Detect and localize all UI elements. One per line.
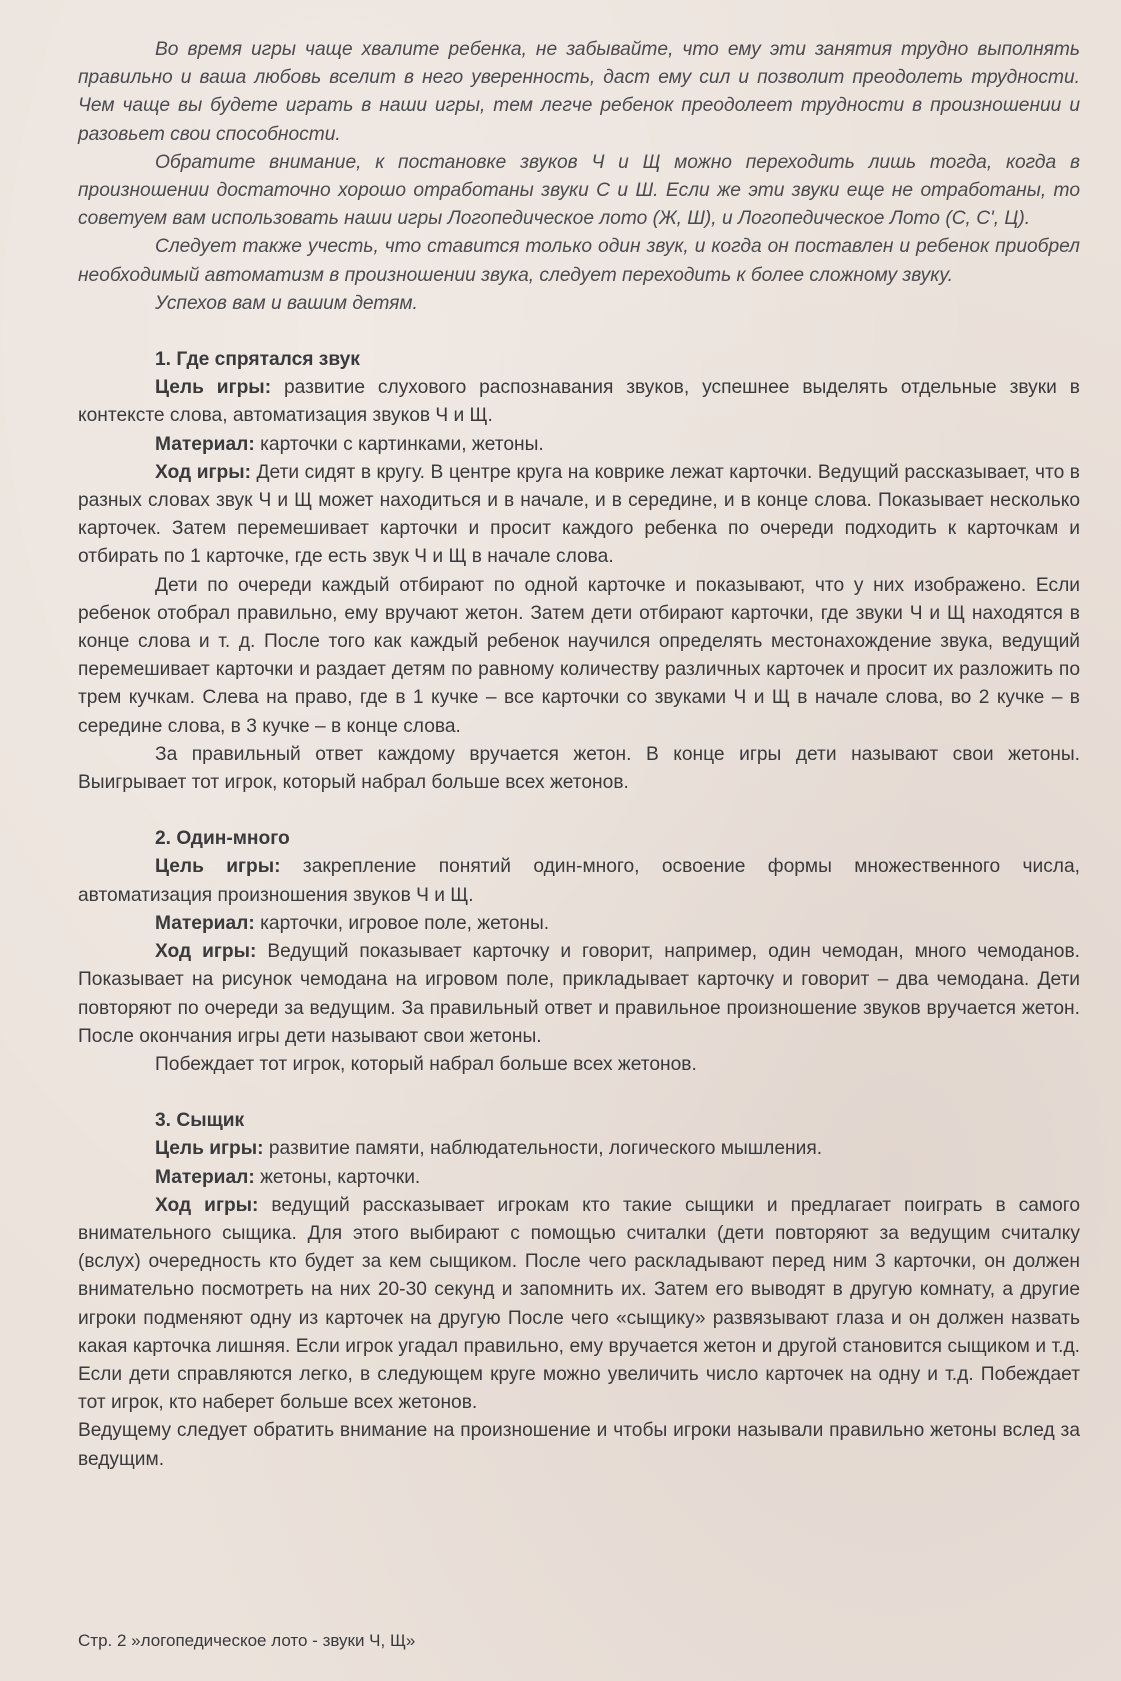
goal-text: развитие памяти, наблюдательности, логического мышления. [268, 1138, 823, 1160]
goal-label: Цель игры: [155, 1138, 264, 1160]
process-label: Ход игры: [155, 1194, 259, 1216]
intro-paragraph: Следует также учесть, что ставится только один звук, и когда он поставлен и ребенок приобрел необходимый автоматизм в произношении звука, следует переходить к более сложному звуку. [78, 236, 1080, 286]
game-2-process [78, 938, 1080, 1051]
page-footer: Стр. 2 »логопедическое лото - звуки Ч, Щ» [78, 1631, 416, 1650]
process-text: Дети сидят в кругу. В центре круга на коврике лежат карточки. Ведущий рассказывает, что в разных словах звук Ч и Щ может находиться и в начале, и в середине, и в конце слова. Показывает несколько карточек. Затем перемешивает карточки и просит каждого ребенка по очереди подходить к карточкам и отбирать по 1 карточке, где есть звук Ч и Щ в начале слова. [78, 461, 1080, 568]
game-1-section [78, 346, 1080, 797]
goal-label: Цель игры: [155, 377, 272, 399]
material-text: жетоны, карточки. [260, 1166, 421, 1188]
goal-text: закрепление понятий один-много, освоение формы множественного числа, автоматизация произношения звуков Ч и Щ. [78, 856, 1080, 906]
intro-paragraph: Обратите внимание, к постановке звуков Ч и Щ можно переходить лишь тогда, когда в произношении достаточно хорошо отработаны звуки С и Ш. Если же эти звуки еще не отработаны, то советуем вам использовать наши игры Логопедическое лото (Ж, Ш), и Логопедическое Лото (С, С', Ц). [78, 151, 1080, 230]
intro-paragraph: Успехов вам и вашим детям. [155, 292, 418, 314]
material-label: Материал: [155, 1166, 255, 1188]
game-3-title: 3. Сыщик [155, 1110, 245, 1132]
game-1-material [78, 431, 1080, 459]
game-3-extra: Ведущему следует обратить внимание на произношение и чтобы игроки называли правильно жетоны вслед за ведущим. [78, 1420, 1080, 1470]
intro-section [78, 36, 1080, 318]
material-label: Материал: [155, 912, 255, 934]
game-1-extra: Дети по очереди каждый отбирают по одной карточке и показывают, что у них изображено. Если ребенок отобрал правильно, ему вручают жетон. Затем дети отбирают карточки, где звуки Ч и Щ находятся в конце слова и т. д. После того как каждый ребенок научился определять местонахождение звука, ведущий перемешивает карточки и раздает детям по равному количеству различных карточек и просит их разложить по трем кучкам. Слева на право, где в 1 кучке – все карточки со звуками Ч и Щ в начале слова, во 2 кучке – в середине слова, в 3 кучке – в конце слова. [78, 574, 1080, 737]
game-2-title: 2. Один-много [155, 828, 290, 850]
game-3-material [78, 1164, 1080, 1192]
game-3-goal [78, 1135, 1080, 1163]
game-2-material [78, 910, 1080, 938]
game-3-process [78, 1192, 1080, 1418]
game-2-extra: Побеждает тот игрок, который набрал больше всех жетонов. [155, 1053, 697, 1075]
game-3-section [78, 1107, 1080, 1474]
goal-label: Цель игры: [155, 856, 281, 878]
process-label: Ход игры: [155, 461, 252, 483]
intro-paragraph: Во время игры чаще хвалите ребенка, не забывайте, что ему эти занятия трудно выполнять правильно и ваша любовь вселит в него уверенность, даст ему сил и позволит преодолеть трудности. Чем чаще вы будете играть в наши игры, тем легче ребенок преодолеет трудности в произношении и разовьет свои способности. [78, 39, 1080, 145]
process-text: Ведущий показывает карточку и говорит, например, один чемодан, много чемоданов. Показывает на рисунок чемодана на игровом поле, прикладывает карточку и говорит – два чемодана. Дети повторяют по очереди за ведущим. За правильный ответ и правильное произношение звуков вручается жетон. После окончания игры дети называют свои жетоны. [78, 941, 1080, 1047]
document-body [78, 36, 1080, 1474]
game-1-title: 1. Где спрятался звук [155, 349, 360, 371]
material-text: карточки, игровое поле, жетоны. [260, 912, 550, 934]
game-1-process [78, 459, 1080, 572]
material-text: карточки с картинками, жетоны. [260, 433, 544, 455]
material-label: Материал: [155, 433, 255, 455]
game-2-goal [78, 853, 1080, 909]
process-label: Ход игры: [155, 941, 257, 963]
goal-text: развитие слухового распознавания звуков, успешнее выделять отдельные звуки в контексте слова, автоматизация звуков Ч и Щ. [78, 377, 1080, 427]
process-text: ведущий рассказывает игрокам кто такие сыщики и предлагает поиграть в самого внимательного сыщика. Для этого выбирают с помощью считалки (дети повторяют за ведущим считалку (вслух) очередность кто будет за кем сыщиком. После чего раскладывают перед ним 3 карточки, он должен внимательно посмотреть на них 20-30 секунд и запомнить их. Затем его выводят в другую комнату, а другие игроки подменяют одну из карточек на другую После чего «сыщику» развязывают глаза и он должен назвать какая карточка лишняя. Если игрок угадал правильно, ему вручается жетон и другой становится сыщиком и т.д. Если дети справляются легко, в следующем круге можно увеличить число карточек на одну и т.д. Побеждает тот игрок, кто наберет больше всех жетонов. [78, 1194, 1080, 1414]
game-2-section [78, 825, 1080, 1079]
game-1-goal [78, 374, 1080, 430]
game-1-extra: За правильный ответ каждому вручается жетон. В конце игры дети называют свои жетоны. Выигрывает тот игрок, который набрал больше всех жетонов. [78, 743, 1080, 794]
